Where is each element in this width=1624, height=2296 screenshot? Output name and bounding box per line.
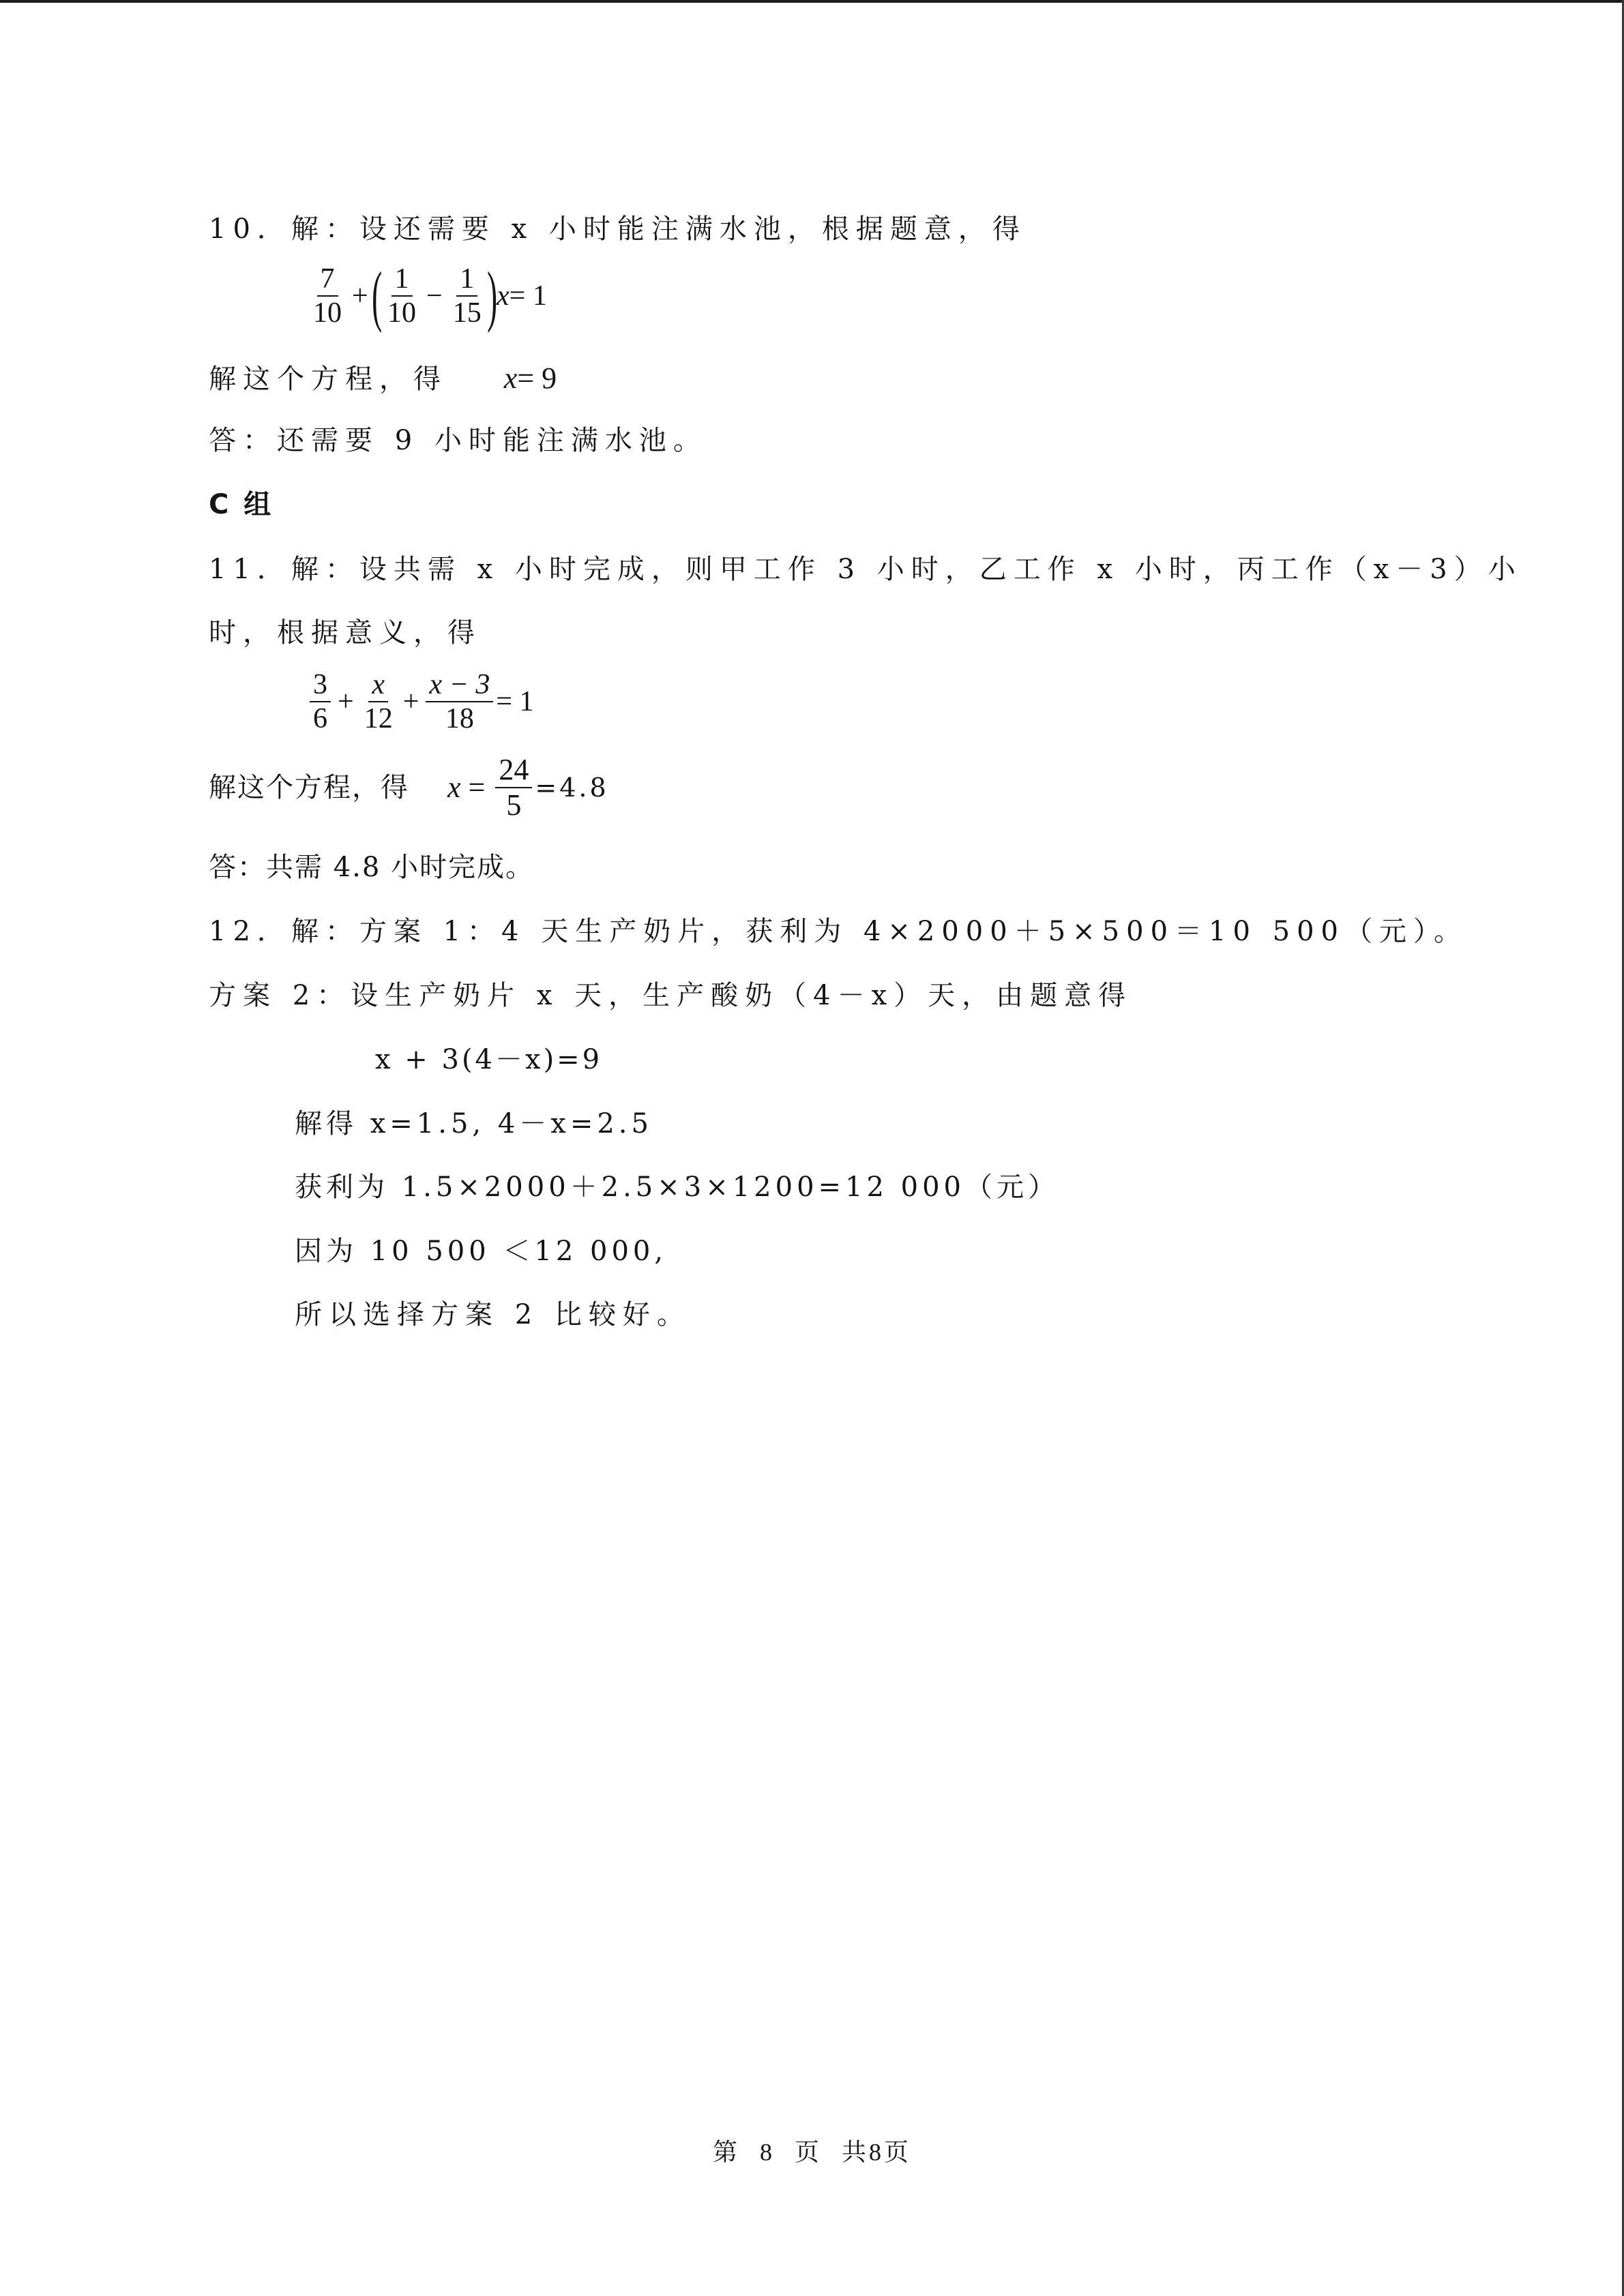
q11-plus2: + (402, 686, 419, 718)
q11-frac3-denominator: 18 (445, 703, 474, 735)
page-footer (0, 2133, 1624, 2168)
q10-frac2-numerator: 1 (392, 264, 413, 297)
q11-frac1-denominator: 6 (313, 703, 327, 735)
q10-frac-1-15 (449, 264, 485, 328)
q11-plus1: + (338, 686, 354, 718)
q11-answer: 答：共需 4.8 小时完成。 (209, 852, 535, 883)
q10-frac-1-10 (384, 264, 419, 328)
q10-solve-variable: x (503, 361, 518, 395)
q10-solve-label: 解这个方程，得 (209, 363, 447, 395)
q11-equation (307, 670, 534, 734)
q11-intro-line1: 11．解：设共需 x 小时完成，则甲工作 3 小时，乙工作 x 小时，丙工作（x－3）小 (209, 554, 1522, 585)
q11-solve-frac-numerator: 24 (495, 754, 532, 788)
q11-solve-label: 解这个方程，得 (209, 772, 409, 804)
q12-equation: x + 3(4－x)=9 (375, 1044, 603, 1075)
q10-frac1-denominator: 10 (313, 297, 342, 329)
q11-solve-line (209, 754, 609, 821)
q11-rhs: = 1 (496, 686, 534, 718)
q11-frac3-numerator: x − 3 (426, 670, 493, 702)
right-paren: ) (486, 258, 497, 333)
q11-solve-frac-24-5 (495, 754, 532, 821)
footer-page-number: 8 (759, 2138, 775, 2166)
q10-frac-7-10 (310, 264, 345, 328)
q12-plan2-line: 方案 2：设生产奶片 x 天，生产酸奶（4－x）天，由题意得 (209, 980, 1133, 1011)
q10-frac3-numerator: 1 (456, 264, 477, 297)
footer-page-unit: 页 (794, 2138, 822, 2166)
q10-solve-line (209, 363, 557, 393)
q11-solve-equals: = (460, 771, 493, 805)
footer-prefix: 第 (712, 2138, 740, 2166)
q10-frac2-denominator: 10 (387, 297, 416, 329)
q10-answer: 答：还需要 9 小时能注满水池。 (209, 425, 707, 456)
q10-solve-result: = 9 (517, 361, 557, 395)
q12-profit: 获利为 1.5×2000＋2.5×3×1200=12 000（元） (295, 1172, 1060, 1203)
q10-rhs: = 1 (509, 280, 547, 312)
q11-frac-3-6 (310, 670, 331, 734)
q10-minus: − (426, 280, 443, 312)
q11-frac2-numerator: x (368, 670, 388, 702)
q10-intro: 10．解：设还需要 x 小时能注满水池，根据题意，得 (209, 213, 1027, 245)
q10-plus: + (352, 280, 368, 312)
q12-solution: 解得 x=1.5, 4－x=2.5 (295, 1108, 653, 1139)
q10-equation (307, 258, 547, 333)
q11-solve-frac-denominator: 5 (506, 788, 522, 822)
footer-total-pages: 共8页 (842, 2138, 912, 2166)
q11-frac1-numerator: 3 (310, 670, 331, 702)
q10-frac3-denominator: 15 (452, 297, 482, 329)
q11-frac-x-12 (361, 670, 396, 734)
q12-conclusion: 所以选择方案 2 比较好。 (295, 1299, 691, 1330)
q11-solve-decimal: =4.8 (535, 773, 609, 803)
q10-variable: x (497, 280, 510, 312)
left-paren: ( (371, 258, 382, 333)
q12-comparison: 因为 10 500 ＜12 000, (295, 1236, 668, 1267)
q11-frac2-denominator: 12 (364, 703, 393, 735)
q12-plan1-line: 12．解：方案 1：4 天生产奶片，获利为 4×2000＋5×500＝10 500（元）。 (209, 916, 1468, 947)
q10-frac1-numerator: 7 (317, 264, 338, 297)
q11-frac-x-minus-3-18 (426, 670, 493, 734)
q11-intro-line2: 时，根据意义，得 (209, 617, 482, 648)
q11-solve-variable: x (447, 771, 461, 805)
top-border-line (0, 0, 1624, 3)
group-c-heading: C 组 (209, 489, 274, 520)
